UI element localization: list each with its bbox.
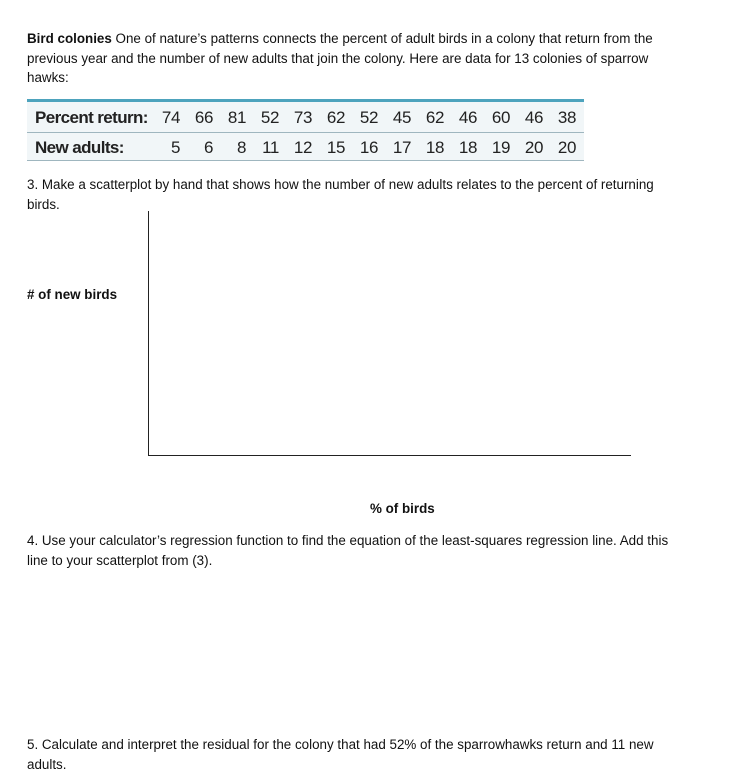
new-adults-cell: 5: [170, 138, 180, 157]
percent-return-cell: 46: [458, 108, 477, 127]
new-adults-cell: 18: [458, 138, 477, 157]
percent-return-cell: 62: [425, 108, 444, 127]
table-row-new-adults: [27, 133, 576, 163]
percent-return-cell: 66: [194, 108, 213, 127]
intro-text: One of nature’s patterns connects the percent of adult birds in a colony that return from the previous year and the number of new adults that join the colony. Here are data for 13 colonies of sparrow hawks:: [27, 31, 653, 85]
percent-return-cell: 46: [524, 108, 543, 127]
new-adults-cell: 12: [293, 138, 312, 157]
new-adults-cell: 20: [524, 138, 543, 157]
new-adults-cell: 18: [425, 138, 444, 157]
plot-x-axis: [148, 455, 631, 456]
intro-paragraph: [27, 29, 667, 88]
percent-return-cell: 60: [491, 108, 510, 127]
question-4: 4. Use your calculator’s regression function to find the equation of the least-squares regression line. Add this line to your scatterplot from (3).: [27, 533, 669, 568]
question-5: 5. Calculate and interpret the residual for the colony that had 52% of the sparrowhawks return and 11 new adults.: [27, 737, 654, 772]
data-table: [27, 99, 584, 161]
plot-y-axis: [148, 211, 149, 456]
new-adults-cell: 15: [326, 138, 345, 157]
percent-return-cell: 52: [260, 108, 279, 127]
new-adults-cell: 8: [236, 138, 246, 157]
intro-title: Bird colonies: [27, 31, 112, 46]
y-axis-label: # of new birds: [27, 287, 118, 302]
table-row-percent-return: [27, 103, 576, 133]
new-adults-cell: 20: [557, 138, 576, 157]
percent-return-cell: 52: [359, 108, 378, 127]
new-adults-cell: 16: [359, 138, 378, 157]
question-3: 3. Make a scatterplot by hand that shows how the number of new adults relates to the percent of returning birds.: [27, 177, 654, 212]
new-adults-cell: 6: [203, 138, 213, 157]
row-label-new-adults: New adults:: [35, 138, 124, 157]
percent-return-cell: 45: [392, 108, 411, 127]
new-adults-cell: 11: [262, 138, 279, 157]
percent-return-cell: 62: [326, 108, 345, 127]
percent-return-cell: 73: [293, 108, 312, 127]
x-axis-label: % of birds: [370, 501, 435, 516]
row-label-percent-return: Percent return:: [35, 108, 148, 127]
percent-return-cell: 74: [161, 108, 180, 127]
percent-return-cell: 81: [227, 108, 246, 127]
new-adults-cell: 17: [392, 138, 411, 157]
new-adults-cell: 19: [491, 138, 510, 157]
percent-return-cell: 38: [557, 108, 576, 127]
